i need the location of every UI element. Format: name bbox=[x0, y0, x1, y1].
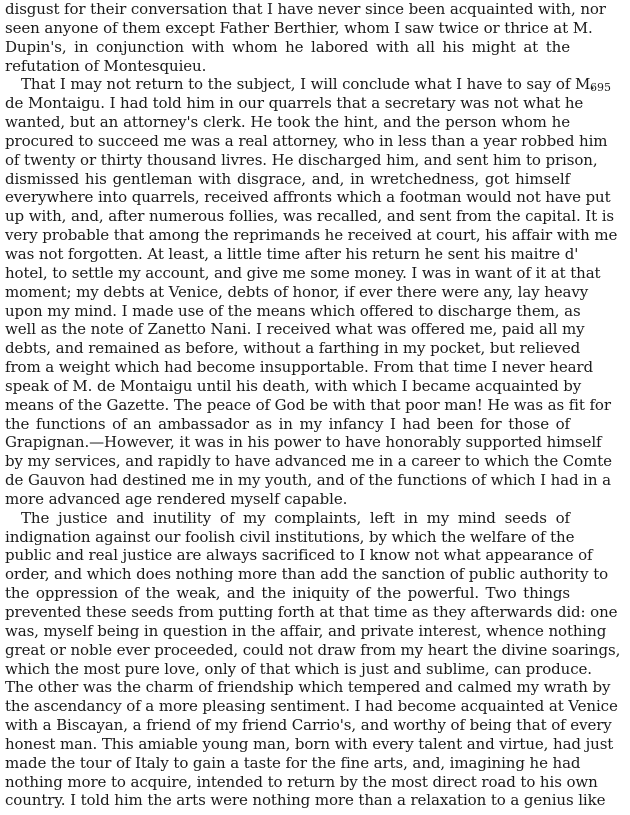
text-line: Dupin's, in conjunction with whom he labored with all his might at the bbox=[5, 37, 570, 56]
text-line: by my services, and rapidly to have advanced me in a career to which the Comte bbox=[5, 452, 612, 471]
text-line: everywhere into quarrels, received affronts which a footman would not have put bbox=[5, 188, 611, 207]
text-line: de Montaigu. I had told him in our quarrels that a secretary was not what he bbox=[5, 94, 584, 113]
text-line: hotel, to settle my account, and give me some money. I was in want of it at that bbox=[5, 263, 601, 282]
text-line: The other was the charm of friendship which tempered and calmed my wrath by bbox=[5, 678, 611, 697]
text-line: country. I told him the arts were nothing more than a relaxation to a genius like bbox=[5, 791, 606, 810]
text-line: means of the Gazette. The peace of God be with that poor man! He was as fit for bbox=[5, 395, 611, 414]
text-line: made the tour of Italy to gain a taste for the fine arts, and, imagining he had bbox=[5, 753, 581, 772]
text-line: That I may not return to the subject, I will conclude what I have to say of M. bbox=[21, 75, 595, 94]
text-line: moment; my debts at Venice, debts of honor, if ever there were any, lay heavy bbox=[5, 282, 589, 301]
text-line: dismissed his gentleman with disgrace, and, in wretchedness, got himself bbox=[5, 169, 570, 188]
text-line: honest man. This amiable young man, born with every talent and virtue, had just bbox=[5, 734, 614, 753]
text-line: the functions of an ambassador as in my infancy I had been for those of bbox=[5, 414, 570, 433]
text-line: the ascendancy of a more pleasing sentiment. I had become acquainted at Venice bbox=[5, 697, 618, 716]
text-line: up with, and, after numerous follies, was recalled, and sent from the capital. It is bbox=[5, 207, 615, 226]
paragraph bbox=[5, 0, 606, 75]
text-line: indignation against our foolish civil institutions, by which the welfare of the bbox=[5, 527, 575, 546]
text-line: refutation of Montesquieu. bbox=[5, 56, 207, 75]
text-line: the oppression of the weak, and the iniquity of the powerful. Two things bbox=[5, 584, 570, 603]
text-line: debts, and remained as before, without a farthing in my pocket, but relieved bbox=[5, 339, 581, 358]
text-line: great or noble ever proceeded, could not draw from my heart the divine soarings, bbox=[5, 640, 621, 659]
text-line: with a Biscayan, a friend of my friend Carrio's, and worthy of being that of every bbox=[5, 716, 612, 735]
text-line: wanted, but an attorney's clerk. He took the hint, and the person whom he bbox=[5, 113, 570, 132]
text-line: order, and which does nothing more than add the sanction of public authority to bbox=[5, 565, 609, 584]
text-line: nothing more to acquire, intended to return by the most direct road to his own bbox=[5, 772, 598, 791]
text-line: upon my mind. I made use of the means which offered to discharge them, as bbox=[5, 301, 581, 320]
text-line: well as the note of Zanetto Nani. I received what was offered me, paid all my bbox=[5, 320, 585, 339]
text-line: which the most pure love, only of that which is just and sublime, can produce. bbox=[5, 659, 592, 678]
page-number: 695 bbox=[590, 81, 611, 94]
text-line: was not forgotten. At least, a little time after his return he sent his maitre d' bbox=[5, 244, 579, 263]
text-line: disgust for their conversation that I have never since been acquainted with, nor bbox=[5, 0, 606, 18]
text-line: procured to succeed me was a real attorney, who in less than a year robbed him bbox=[5, 131, 608, 150]
text-line: from a weight which had become insupportable. From that time I never heard bbox=[5, 358, 594, 377]
text-line: prevented these seeds from putting forth at that time as they afterwards did: one bbox=[5, 603, 618, 621]
text-line: public and real justice are always sacrificed to I know not what appearance of bbox=[5, 546, 593, 565]
text-line: Grapignan.—However, it was in his power to have honorably supported himself bbox=[5, 433, 602, 452]
text-line: of twenty or thirty thousand livres. He discharged him, and sent him to prison, bbox=[5, 150, 598, 169]
paragraph bbox=[5, 508, 621, 811]
text-line: The justice and inutility of my complaints, left in my mind seeds of bbox=[21, 508, 570, 527]
text-line: more advanced age rendered myself capable. bbox=[5, 489, 348, 508]
text-line: very probable that among the reprimands he received at court, his affair with me bbox=[5, 226, 618, 245]
text-line: de Gauvon had destined me in my youth, and of the functions of which I had in a bbox=[5, 471, 611, 490]
text-line: was, myself being in question in the affair, and private interest, whence nothing bbox=[5, 621, 607, 640]
text-line: speak of M. de Montaigu until his death, with which I became acquainted by bbox=[5, 376, 582, 395]
text-line: seen anyone of them except Father Berthier, whom I saw twice or thrice at M. bbox=[5, 18, 593, 37]
